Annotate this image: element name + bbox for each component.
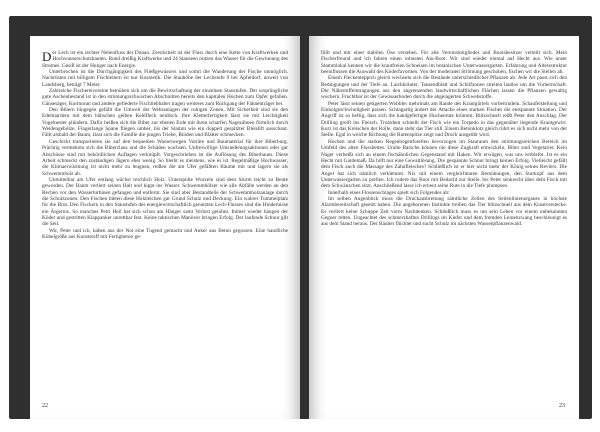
open-book: [9, 16, 592, 419]
paragraph: Unterbrochen ist die Durchgängigkeit des Fließgewässers und somit die Wanderung der Fische unmöglich. Nachrüsten mit billigem Fischleitern ist nur Kosmetik. Die Stauhöhe der Lechstufe 9 bei Apfeldorf, unweit von Landsberg, beträgt 7 Meter.: [42, 69, 288, 88]
left-page-text: [42, 50, 288, 240]
paragraph: Zahlreiche Fischereivereine bemühen sich um die Bewirtschaftung der einzelnen Staustufen. Der ursprüngliche gute Aschenbestand ist in den strömungsschwachen Abschnitten bereits den kapitalen Huchen zum Opfer gefallen. Gänsesäger, Kormoran und andere gefiederte Fischliebhaber tragen weiteres zum Rückgang der Fahnenträger bei.: [42, 88, 288, 107]
right-page-text: [321, 50, 567, 228]
paragraph: füllt und mit einer stabilen Öse versehen. Für alle Vereinsmitglieder und Bootsbesitzer verteilt sich. Mein Fischerfreund und ich fahren einen robusten Alu-Boot. Wir sind wieder einmal auf Hecht aus. Wie unser Stammlokal kennen wir die krautfreien Schneisen im botanischen Unterwassergarten. Erfahrung und Altersstruktur beeinflussen die Auswahl des Köderfavoriten. Von der moderaten Strömung geschoben, fischen wir die Stellen ab.: [321, 50, 567, 76]
paragraph: Wir, Peter und ich, haben aus der Not eine Tugend gemacht und Anker aus Beton gegossen. Eine handliche Kübelgröße aus Kunststoff mit Fertigbeton ge-: [42, 227, 288, 240]
paragraph: Im selben Augenblick muss die Druckausbreitung sämtliche Zellen des Seitenlinienorganes in höchste Alarmbereitschaft gesetzt haben. Die angeborenen Instinkte treiben das Tier blitzschnell aus dem Krautverstecke. Es verliert keine Schuppe Zeit vorm Nachdenken. Schließlich muss es um sein Leben vor einem unbekannten Gegner retten. Ungeachtet des schmerzhaften Drillings im Kiefer und dem fremden Leinenzwang beschleunigt es aus dem Stand heraus. Der Räuber flüchtet und sucht Schutz im nächsten Wasserpflanzenwald.: [321, 195, 567, 228]
paragraph: Geschickt transportieren sie auf den bequemen Wasserwegen Vorräte und Baumaterial für ihre Biberburg. Prächtig vermehren sich die Biberclans und die Schäden wachsen. Unfreiwillige Umsiedelungsaktionen oder gar Abschüsse sind mit behördlichen Auflagen verknüpft. Vorgeschrieben ist die Auflösung des Biberbaues. Diese Arbeit schmeckt den zuständigen Jägern eher wenig. So bleibt es meistens, wie es ist. Regelmäßige Hochwasser, die Klimaerwärmung ist nicht mehr zu leugnen, reißen die am Ufer gefällten Bäume mit und lagern sie als Schwemmholz ab.: [42, 138, 288, 177]
left-page: [30, 36, 300, 419]
paragraph-text: er Lech ist ein rechter Nebenfluss der Donau. Zerstückelt ist der Fluss durch eine Kette von Kraftwerken und Hochwasserschutzbauten. Rund dreißig Kraftwerke und 24 Stauseen nutzen das Wasser für die Gewinnung des Stromes. Gesiß ist der Hunger nach Energie.: [42, 50, 288, 69]
paragraph: Huchen und die starken Regenbogenforellen bevorzugen im Stauraum den strömungsreichen Bereich im Umfeld des alten Flussbettes. Uralte Barsche können nie diese Zugkraft entwickeln. Biber sind Vegetarier. Kein Nager verbeißt sich an einem fischähnlichen Gegenstand mit Haken. Wir erwägen, was uns verbleibt. Ist es ein Hecht mit Gardemaß. Da hilft nur eine Gewaltlösung. Die gespannte Schnur bringt keinen Erfolg. Vielleicht gefällt dem Fisch auch die Massage des Zahnfleisches? Schließlich ist er hier nicht mehr der König seines Reviers. Die Angel hat sich nämlich verklemmt. Nix mit einem vergleichbaren Bemühungen, den Sturkopf aus dem Unterwassergarten zu prellen. Ich rudere das Boot mit Bedacht zur Stelle, bis Peter senkrecht über dem Fisch mit dem Schwänzchen sitzt. Anschließend lasse ich erneut seine Rute in die Tiefe plumpsen.: [321, 138, 567, 190]
paragraph: Einem Fleckenteppich gleich wechseln sich die Bestände unterschiedlicher Pflanzen ab. Jede Art passt sich den Bedingungen und der Tiefe an. Laichkräuter, Tausendblatt und Schilfzonen streiten lautlos um die Vorherrschaft. Die Nährstoffeintragungen aus den angrenzenden landwirtschaftlichen Flächen lassen die Pflanzen gewaltig wuchern. Fruchtbar ist der Gewässerboden durch die abgelagerten Schwebstoffe.: [321, 75, 567, 101]
drop-cap: D: [42, 48, 52, 64]
paragraph: Peter lässt seinen getigerten Wobbler mehrmals am Rande des Krautgürtels vorbeitrudeln. Schaufelstellung und Einholgeschwindigkeit passen. Schlagartig ändert der Attacke eines starken Fisches die entspannte Situation. Der Angriff ist so heftig, dass sich die handgefertigte Huchenrute krümmt. Blitzschnell reißt Peter den Anschlag. Der Drilling greift ins Fleisch. Trotzdem schnellt der Fisch wie ein Torpedo in das gegenüber liegende Krautgewirr. Kurz ist das Kreischen der Rolle, dann steht das Tier still. Einem Betonklotz gleich rührt es sich nicht mehr von der Stelle. Egal in welche Richtung die Rutenspitze zeigt und Druck ausgeübt wird.: [321, 100, 567, 139]
paragraph: [42, 50, 288, 69]
paragraph: Innerhalb eines Flossenschlages spielt sich Folgendes ab:: [328, 189, 450, 196]
page-number: 23: [559, 403, 565, 409]
paragraph: Unmittelbar am Ufer entlang wächst reichlich Holz. Unterspülte Wurzeln sind dem Sturm leicht zu Beute geworden. Der Baum verliert seinen Halt und kippt ins Wasser. Schwemmhölzer wie alle Abfälle werden an den Rechen vor den Wasserturbinen gefangen und entfernt. Sie sind aber Bestandteile der Schwemmholzanlage durch die Schutzzonen. Den Fischen bieten diese Holzleichen gar Grund Schutz und Deckung. Ein wahrer Tummelplatz für die Brut. Den Fischern in den Staustufen des energiewirtschaftlich genutzten Lech-Flusses sind die Hindernisse ein Ärgernis. So manches Petri Heil hat sich schon am Hänger samt Verlust gelohnt. Immer wieder hängen der Köder und gestritten Klappanker unrettbar fest. Keine taktischen Manöver bringen Erfolg. Der laufende Schnur gilt die Seil.: [42, 176, 288, 228]
right-page: [309, 36, 579, 419]
paragraph: Den Bibern hingegen gefällt die Umwelt der Wehranlagen der ruhigen Zonen. Mit Sicherheit sind sie den Edelmardern mit dem hübschen gelben Kehlfleck neidisch. Ihre Kletterfertigkeit lässt sie mit Leichtigkeit Vogelnester plündern. Dafür beißen sich die Biber zur ebenen Erde mit ihren scharfen Nagezähnen förmlich durch Weidengehölze. Fingerlange Späne fliegen umher, bis der Stamm wie ein doppelt gespitzter Bleistift ausschaut. Fällt alsbald der Baum, lässt sich die Familie die jungen Triebe, Rinden und Blätter schmecken.: [42, 107, 288, 139]
page-number: 22: [42, 403, 48, 409]
